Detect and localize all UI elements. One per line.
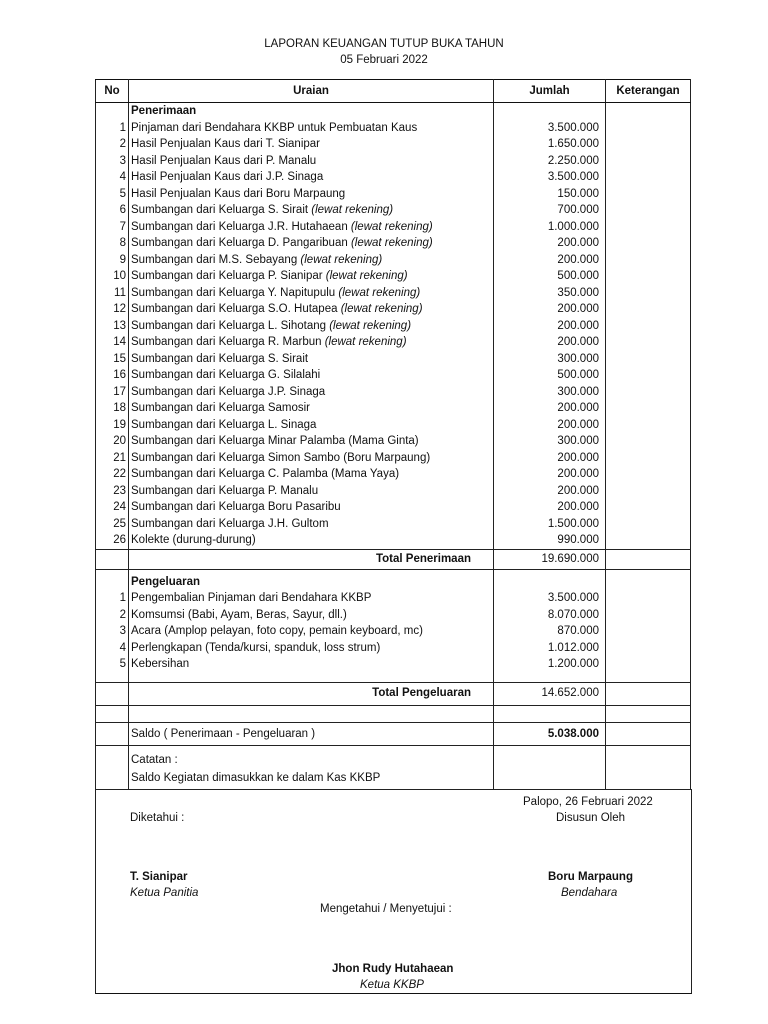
row-description: [129, 120, 494, 137]
right-signer-name: Boru Marpaung: [548, 871, 633, 883]
row-description: Acara (Amplop pelayan, foto copy, pemain keyboard, mc): [129, 623, 494, 640]
col-header-keterangan: Keterangan: [606, 80, 691, 103]
description-text: Sumbangan dari Keluarga C. Palamba (Mama Yaya): [131, 468, 400, 480]
row-description: [129, 400, 494, 417]
row-remark: [606, 153, 691, 170]
row-remark: [606, 136, 691, 153]
row-number: 2: [96, 607, 129, 624]
row-remark: [606, 186, 691, 203]
bottom-signer-name: Jhon Rudy Hutahaean: [332, 963, 454, 975]
description-text: Sumbangan dari Keluarga L. Sinaga: [131, 418, 317, 431]
description-text: Sumbangan dari Keluarga J.H. Gultom: [131, 517, 329, 530]
description-text: Hasil Penjualan Kaus dari T. Sianipar: [131, 138, 321, 150]
description-text: Sumbangan dari Keluarga P. Manalu: [131, 484, 319, 497]
row-description: [129, 219, 494, 236]
row-description: [129, 169, 494, 186]
description-note: (lewat rekening): [329, 319, 412, 332]
row-amount: 1.200.000: [494, 656, 606, 673]
income-row: [96, 136, 691, 153]
row-number: 2: [96, 136, 129, 153]
notes-heading: Catatan :: [129, 752, 494, 769]
left-signer-role: Ketua Panitia: [130, 887, 199, 899]
row-amount: 200.000: [494, 235, 606, 252]
income-row: [96, 516, 691, 533]
income-row: [96, 532, 691, 549]
row-description: [129, 186, 494, 203]
row-amount: 3.500.000: [494, 590, 606, 607]
income-row: [96, 219, 691, 236]
table-header-row: [96, 80, 691, 103]
row-description: [129, 532, 494, 549]
row-description: [129, 516, 494, 533]
right-signer-role: Bendahara: [561, 887, 618, 899]
row-number: 4: [96, 169, 129, 186]
row-number: 10: [96, 268, 129, 285]
row-description: Pengembalian Pinjaman dari Bendahara KKBP: [129, 590, 494, 607]
row-description: [129, 136, 494, 153]
description-note: (lewat rekening): [324, 336, 407, 348]
income-row: [96, 367, 691, 384]
row-amount: 2.250.000: [494, 153, 606, 170]
row-remark: [606, 202, 691, 219]
row-number: 11: [96, 285, 129, 302]
notes-text-row: [96, 769, 691, 790]
row-remark: [606, 318, 691, 335]
row-amount: 200.000: [494, 301, 606, 318]
row-description: Kebersihan: [129, 656, 494, 673]
row-amount: 1.012.000: [494, 640, 606, 657]
row-description: [129, 334, 494, 351]
row-description: [129, 450, 494, 467]
row-amount: 200.000: [494, 400, 606, 417]
row-amount: 1.000.000: [494, 219, 606, 236]
row-number: 22: [96, 466, 129, 483]
total-income-label: Total Penerimaan: [129, 549, 494, 569]
row-number: 8: [96, 235, 129, 252]
row-description: [129, 153, 494, 170]
row-remark: [606, 466, 691, 483]
row-description: [129, 202, 494, 219]
description-note: (lewat rekening): [350, 237, 433, 249]
income-row: [96, 318, 691, 335]
description-text: Hasil Penjualan Kaus dari Boru Marpaung: [131, 187, 346, 200]
row-remark: [606, 120, 691, 137]
income-row: [96, 186, 691, 203]
row-remark: [606, 367, 691, 384]
description-text: Sumbangan dari Keluarga Y. Napitupulu: [131, 286, 339, 299]
row-amount: 200.000: [494, 499, 606, 516]
income-row: [96, 235, 691, 252]
row-description: [129, 499, 494, 516]
income-row: [96, 433, 691, 450]
expense-row: [96, 590, 691, 607]
income-row: [96, 400, 691, 417]
description-text: Sumbangan dari Keluarga J.P. Sinaga: [131, 385, 326, 398]
description-text: Sumbangan dari Keluarga S.O. Hutapea: [131, 303, 341, 315]
row-amount: 700.000: [494, 202, 606, 219]
total-expense-row: [96, 682, 691, 705]
row-description: [129, 301, 494, 318]
approval-label: Mengetahui / Menyetujui :: [320, 903, 452, 915]
row-number: 14: [96, 334, 129, 351]
description-text: Sumbangan dari Keluarga Samosir: [131, 402, 310, 414]
income-row: [96, 384, 691, 401]
description-note: (lewat rekening): [300, 253, 383, 266]
acknowledged-label: Diketahui :: [130, 812, 185, 824]
balance-value: 5.038.000: [494, 723, 606, 746]
place-date: Palopo, 26 Februari 2022: [523, 796, 653, 808]
row-number: 16: [96, 367, 129, 384]
row-description: [129, 318, 494, 335]
left-signer-name: T. Sianipar: [130, 871, 188, 883]
income-row: [96, 120, 691, 137]
row-remark: [606, 351, 691, 368]
total-expense-value: 14.652.000: [494, 682, 606, 705]
description-text: Sumbangan dari Keluarga S. Sirait: [131, 352, 309, 365]
income-heading-row: [96, 103, 691, 120]
income-row: [96, 334, 691, 351]
row-remark: [606, 656, 691, 673]
row-number: 21: [96, 450, 129, 467]
expense-row: [96, 623, 691, 640]
row-description: [129, 252, 494, 269]
row-remark: [606, 268, 691, 285]
description-text: Sumbangan dari Keluarga Minar Palamba (Mama Ginta): [131, 435, 419, 447]
col-header-uraian: Uraian: [129, 80, 494, 103]
row-description: [129, 417, 494, 434]
income-row: [96, 268, 691, 285]
description-note: (lewat rekening): [340, 303, 423, 315]
description-text: Sumbangan dari Keluarga D. Pangaribuan: [131, 237, 351, 249]
description-text: Sumbangan dari Keluarga Boru Pasaribu: [131, 501, 341, 513]
row-description: [129, 367, 494, 384]
row-number: 18: [96, 400, 129, 417]
row-number: 7: [96, 219, 129, 236]
blank-row: [96, 705, 691, 723]
income-row: [96, 252, 691, 269]
row-number: 19: [96, 417, 129, 434]
row-description: [129, 351, 494, 368]
income-row: [96, 153, 691, 170]
row-remark: [606, 301, 691, 318]
income-row: [96, 285, 691, 302]
row-number: 1: [96, 120, 129, 137]
row-amount: 150.000: [494, 186, 606, 203]
row-number: 20: [96, 433, 129, 450]
expense-row: [96, 640, 691, 657]
description-text: Pinjaman dari Bendahara KKBP untuk Pembuatan Kaus: [131, 121, 418, 134]
row-remark: [606, 516, 691, 533]
row-description: [129, 384, 494, 401]
description-note: (lewat rekening): [350, 220, 433, 233]
row-amount: 3.500.000: [494, 169, 606, 186]
row-remark: [606, 640, 691, 657]
row-amount: 870.000: [494, 623, 606, 640]
row-description: Perlengkapan (Tenda/kursi, spanduk, loss strum): [129, 640, 494, 657]
finance-table: [95, 79, 691, 790]
row-remark: [606, 623, 691, 640]
income-row: [96, 351, 691, 368]
row-number: 3: [96, 153, 129, 170]
description-text: Sumbangan dari Keluarga J.R. Hutahaean: [131, 220, 351, 233]
total-expense-label: Total Pengeluaran: [129, 682, 494, 705]
row-remark: [606, 417, 691, 434]
row-remark: [606, 384, 691, 401]
notes-text: Saldo Kegiatan dimasukkan ke dalam Kas KKBP: [129, 769, 494, 790]
description-text: Sumbangan dari Keluarga P. Sianipar: [131, 270, 326, 282]
description-text: Sumbangan dari Keluarga G. Silalahi: [131, 369, 321, 381]
row-number: 25: [96, 516, 129, 533]
row-amount: 300.000: [494, 384, 606, 401]
total-income-value: 19.690.000: [494, 549, 606, 569]
row-remark: [606, 483, 691, 500]
description-text: Sumbangan dari Keluarga R. Marbun: [131, 336, 325, 348]
row-amount: 1.500.000: [494, 516, 606, 533]
row-amount: 300.000: [494, 351, 606, 368]
row-remark: [606, 219, 691, 236]
row-number: 17: [96, 384, 129, 401]
row-remark: [606, 235, 691, 252]
row-description: Komsumsi (Babi, Ayam, Beras, Sayur, dll.): [129, 607, 494, 624]
notes-heading-row: [96, 752, 691, 769]
row-number: 6: [96, 202, 129, 219]
row-remark: [606, 334, 691, 351]
row-number: 3: [96, 623, 129, 640]
row-number: 24: [96, 499, 129, 516]
row-amount: 500.000: [494, 367, 606, 384]
row-description: [129, 235, 494, 252]
row-amount: 200.000: [494, 466, 606, 483]
row-remark: [606, 450, 691, 467]
row-description: [129, 268, 494, 285]
description-note: (lewat rekening): [338, 286, 421, 299]
row-description: [129, 483, 494, 500]
row-number: 23: [96, 483, 129, 500]
spacer-row: [96, 673, 691, 683]
report-date: 05 Februari 2022: [340, 54, 428, 66]
description-text: Hasil Penjualan Kaus dari J.P. Sinaga: [131, 171, 324, 183]
income-row: [96, 466, 691, 483]
row-remark: [606, 532, 691, 549]
row-number: 12: [96, 301, 129, 318]
row-number: 4: [96, 640, 129, 657]
row-amount: 8.070.000: [494, 607, 606, 624]
row-number: 26: [96, 532, 129, 549]
income-row: [96, 450, 691, 467]
income-row: [96, 417, 691, 434]
row-remark: [606, 400, 691, 417]
income-row: [96, 202, 691, 219]
prepared-label: Disusun Oleh: [556, 812, 626, 824]
row-amount: 200.000: [494, 417, 606, 434]
bottom-signer-role: Ketua KKBP: [360, 979, 424, 991]
row-number: 15: [96, 351, 129, 368]
row-number: 5: [96, 186, 129, 203]
income-row: [96, 169, 691, 186]
row-amount: 200.000: [494, 334, 606, 351]
balance-row: [96, 723, 691, 746]
expense-heading-row: [96, 574, 691, 591]
row-number: 1: [96, 590, 129, 607]
row-amount: 3.500.000: [494, 120, 606, 137]
row-description: [129, 433, 494, 450]
row-remark: [606, 590, 691, 607]
balance-label: Saldo ( Penerimaan - Pengeluaran ): [129, 723, 494, 746]
row-amount: 1.650.000: [494, 136, 606, 153]
expense-row: [96, 607, 691, 624]
expense-row: [96, 656, 691, 673]
row-description: [129, 285, 494, 302]
expense-heading: Pengeluaran: [129, 574, 494, 591]
income-row: [96, 483, 691, 500]
col-header-no: No: [96, 80, 129, 103]
description-text: Sumbangan dari Keluarga Simon Sambo (Boru Marpaung): [131, 451, 431, 464]
description-text: Sumbangan dari M.S. Sebayang: [131, 253, 301, 266]
row-remark: [606, 607, 691, 624]
col-header-jumlah: Jumlah: [494, 80, 606, 103]
description-note: (lewat rekening): [311, 204, 394, 216]
row-amount: 350.000: [494, 285, 606, 302]
report-title: LAPORAN KEUANGAN TUTUP BUKA TAHUN: [264, 38, 504, 50]
row-amount: 300.000: [494, 433, 606, 450]
row-remark: [606, 285, 691, 302]
description-note: (lewat rekening): [325, 270, 408, 282]
income-heading: Penerimaan: [129, 103, 494, 120]
row-description: [129, 466, 494, 483]
row-amount: 200.000: [494, 450, 606, 467]
row-number: 13: [96, 318, 129, 335]
description-text: Hasil Penjualan Kaus dari P. Manalu: [131, 154, 317, 167]
row-amount: 990.000: [494, 532, 606, 549]
income-row: [96, 499, 691, 516]
row-remark: [606, 252, 691, 269]
row-number: 5: [96, 656, 129, 673]
row-amount: 200.000: [494, 318, 606, 335]
row-amount: 500.000: [494, 268, 606, 285]
row-number: 9: [96, 252, 129, 269]
income-row: [96, 301, 691, 318]
row-remark: [606, 169, 691, 186]
row-remark: [606, 433, 691, 450]
description-text: Kolekte (durung-durung): [131, 534, 256, 546]
description-text: Sumbangan dari Keluarga L. Sihotang: [131, 319, 330, 332]
row-amount: 200.000: [494, 483, 606, 500]
total-income-row: [96, 549, 691, 569]
description-text: Sumbangan dari Keluarga S. Sirait: [131, 204, 312, 216]
row-remark: [606, 499, 691, 516]
row-amount: 200.000: [494, 252, 606, 269]
